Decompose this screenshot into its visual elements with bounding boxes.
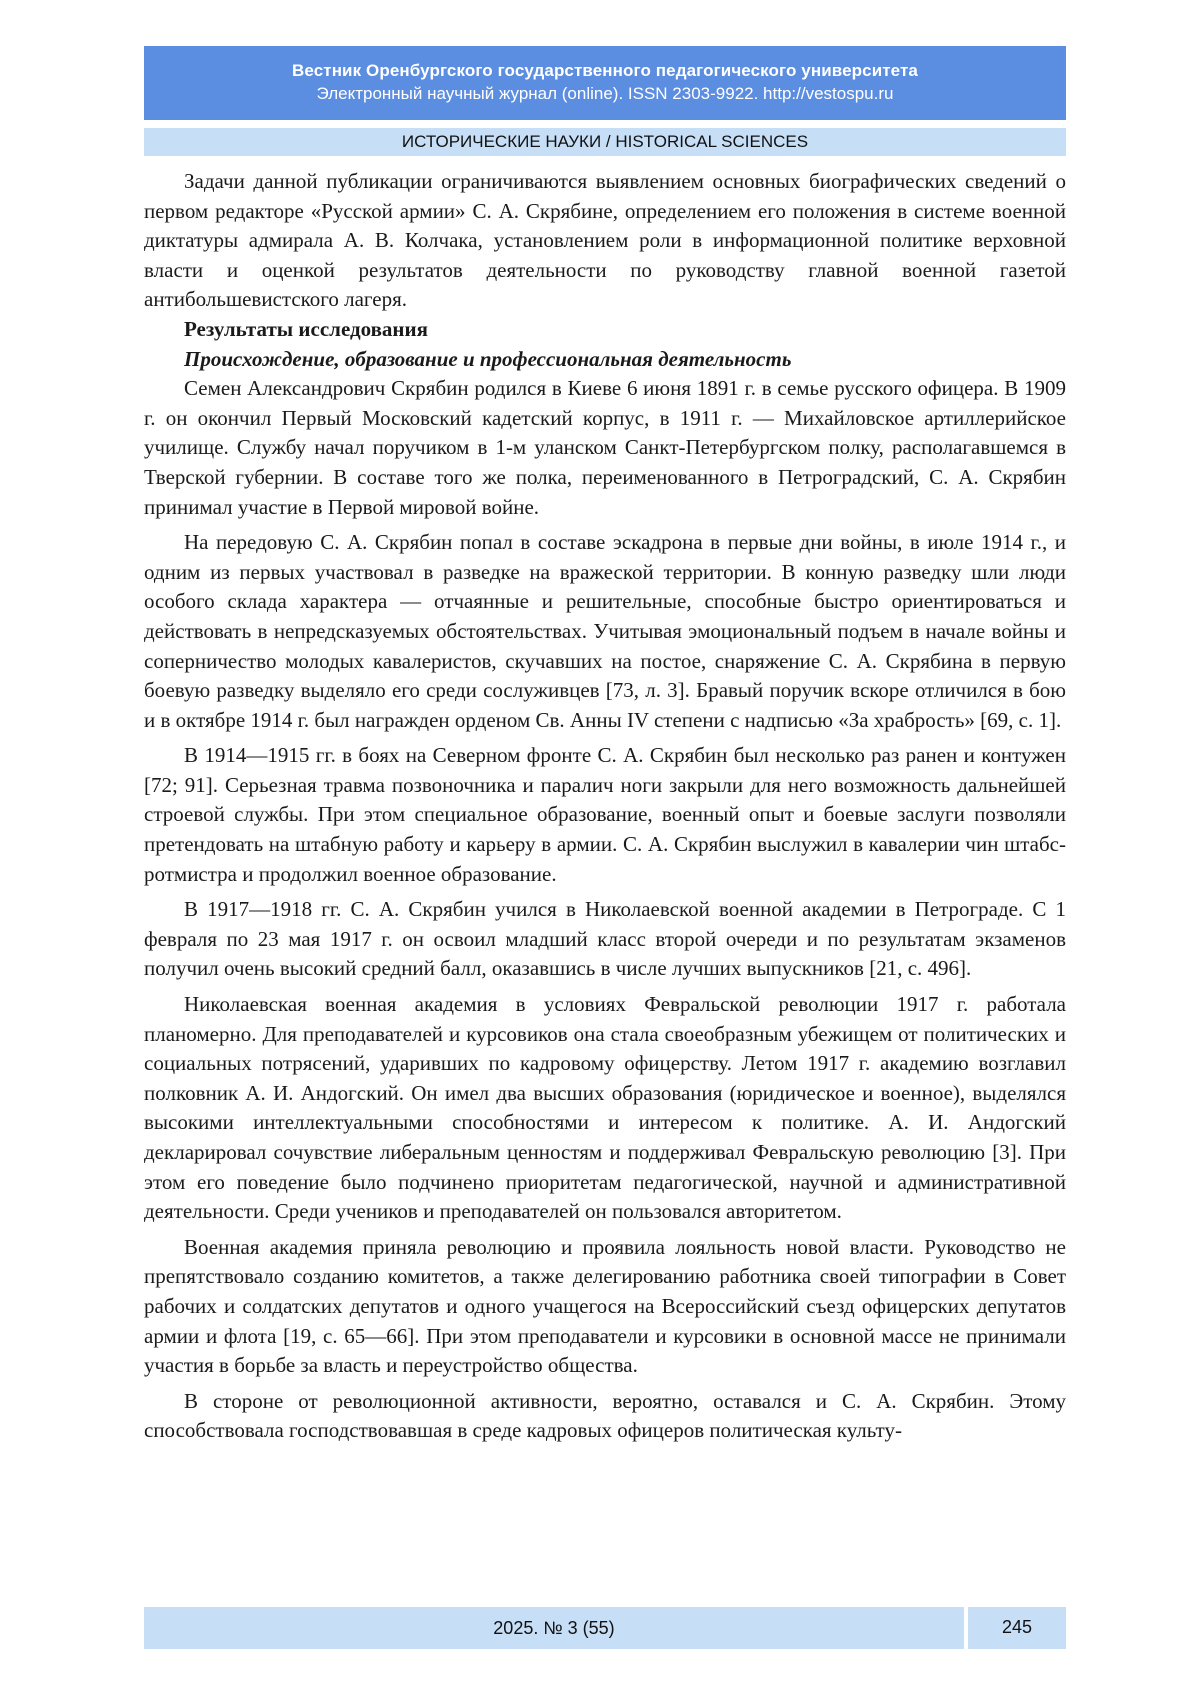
paragraph-intro: Задачи данной публикации ограничиваются выявлением основных биографических сведений о первом редакторе «Русской армии» С. А. Скрябине, определением его положения в системе военной диктатуры адмирала А. В. Колчака, установлением роли в информационной политике верховной власти и оценкой результатов деятельности по руководству главной военной газетой антибольшевистского лагеря. (144, 169, 1066, 312)
paragraph-1: Семен Александрович Скрябин родился в Киеве 6 июня 1891 г. в семье русского офицера. В 1909 г. он окончил Первый Московский кадетский корпус, в 1911 г. — Михайловское артиллерийское училище. Службу начал поручиком в 1-м уланском Санкт-Петербургском полку, располагавшемся в Тверской губернии. В составе того же полка, переименованного в Петроградский, С. А. Скрябин принимал участие в Первой мировой войне. (144, 376, 1066, 519)
paragraph-4: В 1917—1918 гг. С. А. Скрябин учился в Николаевской военной академии в Петрограде. С 1 февраля по 23 мая 1917 г. он освоил младший класс второй очереди и по результатам экзаменов получил очень высокий средний балл, оказавшись в числе лучших выпускников [21, с. 496]. (144, 897, 1066, 981)
section-title: ИСТОРИЧЕСКИЕ НАУКИ / HISTORICAL SCIENCES (144, 128, 1066, 156)
paragraph-7: В стороне от революционной активности, вероятно, оставался и С. А. Скрябин. Этому способствовала господствовавшая в среде кадровых офицеров политическая культу- (144, 1388, 1066, 1443)
page-number: 245 (968, 1607, 1066, 1649)
heading-results: Результаты исследования (184, 316, 428, 341)
subheading-origin: Происхождение, образование и профессиональная деятельность (184, 346, 792, 371)
issue-footer: 2025. № 3 (55) (144, 1607, 964, 1649)
journal-subtitle: Электронный научный журнал (online). ISSN 2303-9922. http://vestospu.ru (316, 84, 894, 103)
journal-title: Вестник Оренбургского государственного педагогического университета (292, 61, 918, 80)
journal-header (144, 46, 1066, 120)
paragraph-3: В 1914—1915 гг. в боях на Северном фронте С. А. Скрябин был несколько раз ранен и контужен [72; 91]. Серьезная травма позвоночника и паралич ноги закрыли для него возможность дальнейшей строевой службы. При этом специальное образование, военный опыт и боевые заслуги позволяли претендовать на штабную работу и карьеру в армии. С. А. Скрябин выслужил в кавалерии чин штабс-ротмистра и продолжил военное образование. (144, 743, 1066, 886)
article-body (144, 167, 1066, 1446)
paragraph-5: Николаевская военная академия в условиях Февральской революции 1917 г. работала планомерно. Для преподавателей и курсовиков она стала своеобразным убежищем от политических и социальных потрясений, ударивших по кадровому офицерству. Летом 1917 г. академию возглавил полковник А. И. Андогский. Он имел два высших образования (юридическое и военное), выделялся высокими интеллектуальными способностями и интересом к политике. А. И. Андогский декларировал сочувствие либеральным ценностям и поддерживал Февральскую революцию [3]. При этом его поведение было подчинено приоритетам педагогической, научной и административной деятельности. Среди учеников и преподавателей он пользовался авторитетом. (144, 992, 1066, 1224)
paragraph-6: Военная академия приняла революцию и проявила лояльность новой власти. Руководство не препятствовало созданию комитетов, а также делегированию работника своей типографии в Совет рабочих и солдатских депутатов и одного учащегося на Всероссийский съезд офицерских депутатов армии и флота [19, с. 65—66]. При этом преподаватели и курсовики в основной массе не принимали участия в борьбе за власть и переустройство общества. (144, 1234, 1066, 1378)
paragraph-2: На передовую С. А. Скрябин попал в составе эскадрона в первые дни войны, в июле 1914 г., и одним из первых участвовал в разведке на вражеской территории. В конную разведку шли люди особого склада характера — отчаянные и решительные, способные быстро ориентироваться и действовать в непредсказуемых обстоятельствах. Учитывая эмоциональный подъем в начале войны и соперничество молодых кавалеристов, скучавших на постое, снаряжение С. А. Скрябина в первую боевую разведку выделяло его среди сослуживцев [73, л. 3]. Бравый поручик вскоре отличился в бою и в октябре 1914 г. был награжден орденом Св. Анны IV степени с надписью «За храбрость» [69, с. 1]. (144, 530, 1066, 732)
